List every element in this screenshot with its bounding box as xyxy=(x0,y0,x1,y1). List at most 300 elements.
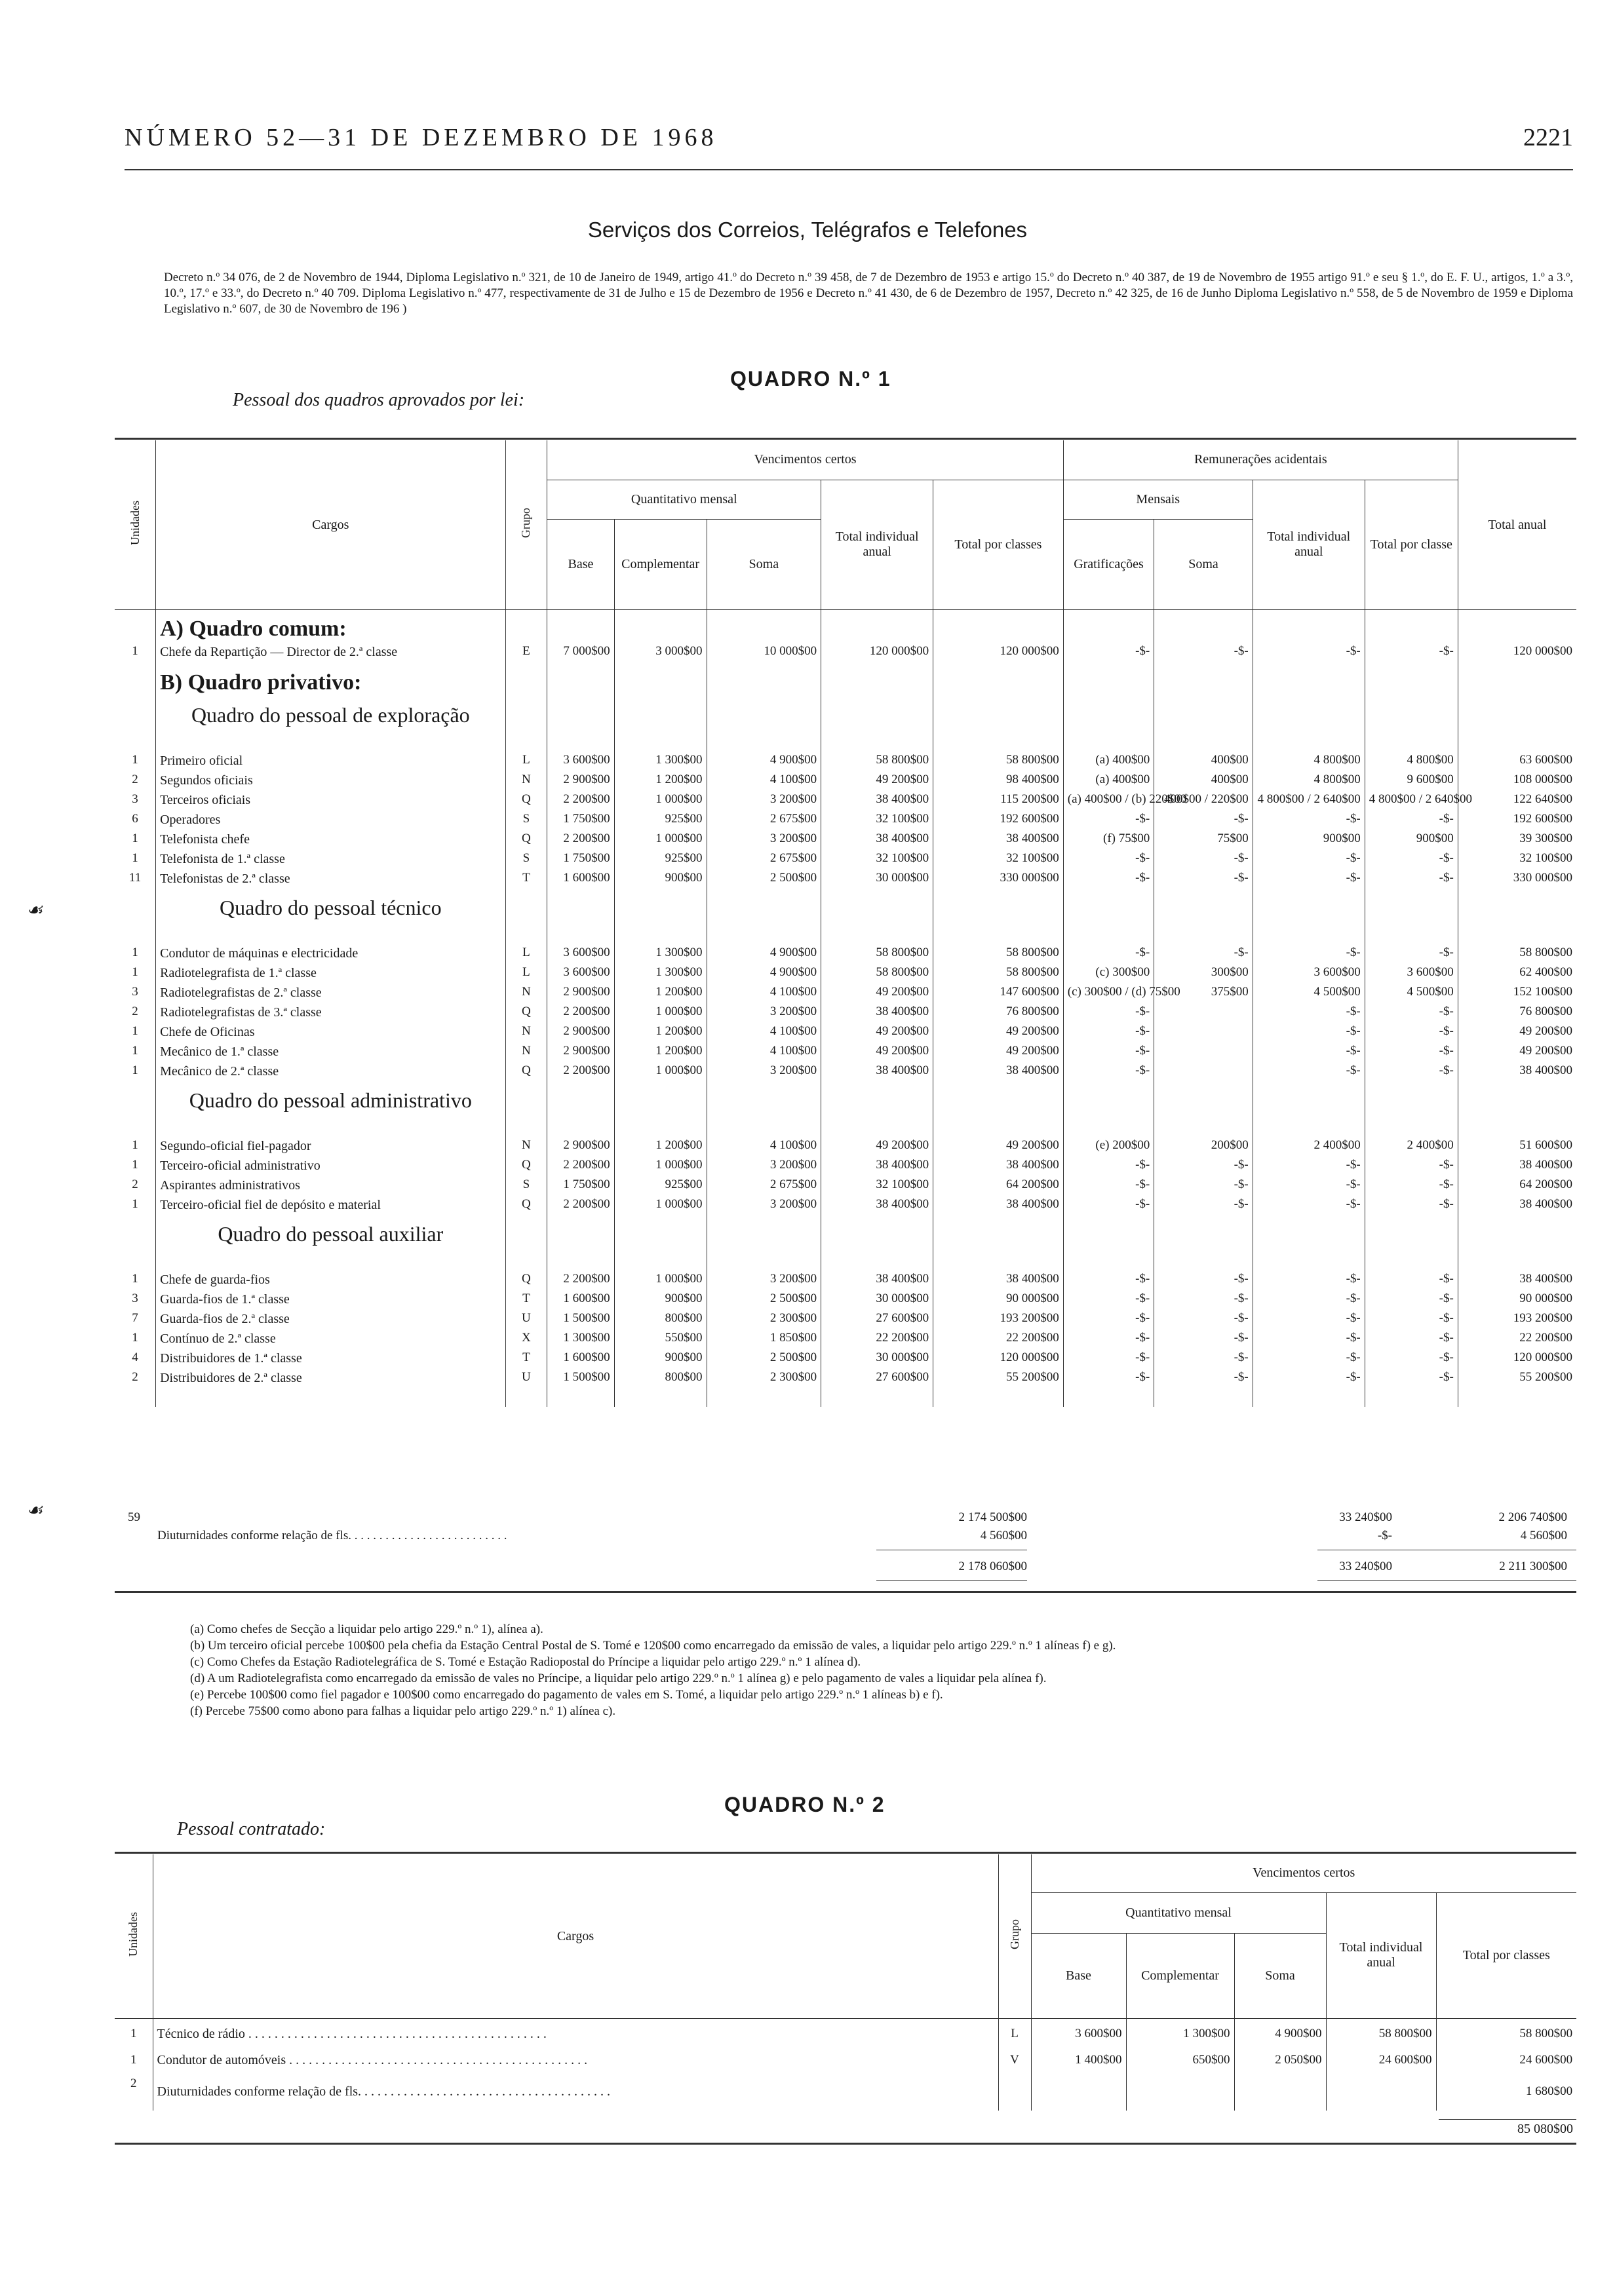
unit-count: 2 xyxy=(132,1004,138,1018)
empty-cell xyxy=(505,610,547,644)
grupo-letter: L xyxy=(505,965,547,985)
unit-count: 2 xyxy=(132,772,138,786)
empty-cell xyxy=(1154,664,1253,698)
cargo-name: Guarda-fios de 2.ª classe xyxy=(156,1311,505,1331)
value-soma: 3 200$00 xyxy=(707,1197,821,1217)
value-tanual: 55 200$00 xyxy=(1458,1370,1576,1390)
col-cargos: Cargos xyxy=(156,440,505,610)
value-tcl: 32 100$00 xyxy=(933,851,1064,871)
empty-cell xyxy=(1253,1390,1365,1407)
value-comp: 800$00 xyxy=(614,1370,707,1390)
grupo-letter: N xyxy=(505,1044,547,1063)
value-tanual: 51 600$00 xyxy=(1458,1138,1576,1158)
empty-cell xyxy=(1458,698,1576,753)
table-row xyxy=(115,1272,1576,1292)
empty-cell xyxy=(821,610,933,644)
footnote: (a) Como chefes de Secção a liquidar pelo artigo 229.º n.º 1), alínea a). xyxy=(190,1622,543,1636)
q2-vencimentos-header: Vencimentos certos xyxy=(1031,1854,1576,1892)
empty-cell xyxy=(707,610,821,644)
value-tcl: 38 400$00 xyxy=(933,832,1064,851)
value-grat: (e) 200$00 xyxy=(1063,1138,1154,1158)
empty-cell xyxy=(547,610,614,644)
value-comp: 1 200$00 xyxy=(614,773,707,792)
footnotes xyxy=(190,1621,1566,1719)
empty-cell xyxy=(1253,610,1365,644)
grupo-letter: T xyxy=(505,871,547,890)
unit-count: 1 xyxy=(132,1196,138,1211)
value-soma2 xyxy=(1154,1024,1253,1044)
table-row xyxy=(115,1138,1576,1158)
total-rule-anual xyxy=(1317,1580,1576,1581)
value-tind: 38 400$00 xyxy=(821,1197,933,1217)
value-soma2: -$- xyxy=(1154,1177,1253,1197)
value-tind: 38 400$00 xyxy=(821,792,933,812)
table-row xyxy=(115,985,1576,1004)
empty-cell xyxy=(821,698,933,753)
subsection-heading-row xyxy=(115,1217,1576,1272)
value-tind: 27 600$00 xyxy=(821,1311,933,1331)
value-soma: 2 300$00 xyxy=(707,1370,821,1390)
empty-cell xyxy=(505,890,547,946)
empty-cell xyxy=(614,1217,707,1272)
empty-cell xyxy=(1253,1217,1365,1272)
value-soma2: 375$00 xyxy=(1154,985,1253,1004)
table-row xyxy=(115,1024,1576,1044)
value-tind2: 4 800$00 / 2 640$00 xyxy=(1253,792,1365,812)
unit-count: 1 xyxy=(132,1043,138,1058)
value-soma2: -$- xyxy=(1154,644,1253,664)
table-row xyxy=(115,753,1576,773)
remuneracoes-header: Remunerações acidentais xyxy=(1063,440,1458,480)
empty-cell xyxy=(1458,610,1576,644)
grupo-letter: L xyxy=(998,2019,1031,2045)
header-rule xyxy=(125,169,1573,170)
value-tcl: 49 200$00 xyxy=(933,1138,1064,1158)
value-soma: 4 100$00 xyxy=(707,773,821,792)
q2-col-complementar: Complementar xyxy=(1126,1934,1234,2019)
unit-count: 1 xyxy=(130,2027,137,2040)
empty-cell xyxy=(614,610,707,644)
empty-cell xyxy=(547,1390,614,1407)
value-base: 2 200$00 xyxy=(547,1197,614,1217)
value-tcl2: -$- xyxy=(1365,1158,1458,1177)
value-soma: 2 050$00 xyxy=(1234,2045,1326,2071)
grupo-letter: S xyxy=(505,851,547,871)
value-comp: 925$00 xyxy=(614,1177,707,1197)
empty-cell xyxy=(1365,1390,1458,1407)
cargo-name: Distribuidores de 1.ª classe xyxy=(156,1350,505,1370)
value-tind: 38 400$00 xyxy=(821,1272,933,1292)
value-tind2: -$- xyxy=(1253,1044,1365,1063)
empty-cell xyxy=(1365,610,1458,644)
grupo-letter: V xyxy=(998,2045,1031,2071)
empty-cell xyxy=(933,698,1064,753)
value-comp: 925$00 xyxy=(614,851,707,871)
value-soma2: 400$00 xyxy=(1154,753,1253,773)
table-row xyxy=(115,1177,1576,1197)
empty-cell xyxy=(614,664,707,698)
table-row xyxy=(115,832,1576,851)
empty-cell xyxy=(707,890,821,946)
col-complementar: Complementar xyxy=(614,520,707,610)
value-tind: 32 100$00 xyxy=(821,812,933,832)
value-tcl: 115 200$00 xyxy=(933,792,1064,812)
value-soma2: 300$00 xyxy=(1154,965,1253,985)
value-tcl: 38 400$00 xyxy=(933,1158,1064,1177)
value-tind2: -$- xyxy=(1253,644,1365,664)
col-grupo: Grupo xyxy=(505,440,547,610)
value-tind: 49 200$00 xyxy=(821,1024,933,1044)
value-tanual: 39 300$00 xyxy=(1458,832,1576,851)
unit-count: 1 xyxy=(132,851,138,865)
value-tind2: -$- xyxy=(1253,1350,1365,1370)
diuturnidades-text: Diuturnidades conforme relação de fls. xyxy=(157,2084,362,2099)
empty-cell xyxy=(505,664,547,698)
empty-cell xyxy=(821,1083,933,1138)
value-base: 2 900$00 xyxy=(547,985,614,1004)
empty-cell xyxy=(933,1217,1064,1272)
value-tcl: 38 400$00 xyxy=(933,1272,1064,1292)
unit-count: 2 xyxy=(132,1369,138,1384)
unit-cell xyxy=(115,698,156,753)
unit-count: 1 xyxy=(132,643,138,658)
cargo-name: Segundo-oficial fiel-pagador xyxy=(156,1138,505,1158)
value-comp: 1 300$00 xyxy=(614,965,707,985)
value-grat: -$- xyxy=(1063,1272,1154,1292)
value-grat: -$- xyxy=(1063,1370,1154,1390)
table-row xyxy=(115,644,1576,664)
cargo-name: Aspirantes administrativos xyxy=(156,1177,505,1197)
empty-cell xyxy=(115,1390,156,1407)
footnote: (c) Como Chefes da Estação Radiotelegráfica de S. Tomé e Estação Radiopostal do Príncipe a liquidar pelo artigo 229.º n.º 1 alínea d). xyxy=(190,1655,861,1669)
empty-cell xyxy=(505,1390,547,1407)
empty-cell xyxy=(1031,2071,1126,2111)
value-tind: 58 800$00 xyxy=(821,753,933,773)
value-grat: -$- xyxy=(1063,851,1154,871)
value-tanual: 32 100$00 xyxy=(1458,851,1576,871)
quadro-2-bottom-rule xyxy=(115,2143,1576,2145)
value-tanual: 38 400$00 xyxy=(1458,1158,1576,1177)
unit-count: 1 xyxy=(132,752,138,767)
value-soma: 1 850$00 xyxy=(707,1331,821,1350)
value-tcl: 90 000$00 xyxy=(933,1292,1064,1311)
value-soma2: -$- xyxy=(1154,1292,1253,1311)
value-comp: 1 300$00 xyxy=(614,753,707,773)
value-tind: 58 800$00 xyxy=(1326,2019,1436,2045)
table-row xyxy=(115,946,1576,965)
cargo-name: Guarda-fios de 1.ª classe xyxy=(156,1292,505,1311)
value-tind2: 900$00 xyxy=(1253,832,1365,851)
value-tind2: 4 800$00 xyxy=(1253,773,1365,792)
value-comp: 1 200$00 xyxy=(614,1044,707,1063)
value-soma: 3 200$00 xyxy=(707,1004,821,1024)
value-tanual: 62 400$00 xyxy=(1458,965,1576,985)
value-comp: 800$00 xyxy=(614,1311,707,1331)
value-base: 2 200$00 xyxy=(547,1063,614,1083)
empty-cell xyxy=(1234,2071,1326,2111)
value-tcl: 38 400$00 xyxy=(933,1197,1064,1217)
value-tcl: 58 800$00 xyxy=(1436,2019,1576,2045)
unit-cell xyxy=(115,664,156,698)
value-tind: 24 600$00 xyxy=(1326,2045,1436,2071)
value-base: 3 600$00 xyxy=(547,753,614,773)
value-tcl2: -$- xyxy=(1365,1177,1458,1197)
value-tanual: 120 000$00 xyxy=(1458,644,1576,664)
value-grat: -$- xyxy=(1063,644,1154,664)
table-row xyxy=(115,1044,1576,1063)
table-row xyxy=(115,1350,1576,1370)
value-tcl: 49 200$00 xyxy=(933,1044,1064,1063)
quadro-2-subtitle: Pessoal contratado: xyxy=(177,1819,326,1839)
empty-cell xyxy=(614,890,707,946)
value-tind: 32 100$00 xyxy=(821,851,933,871)
empty-cell xyxy=(1326,2071,1436,2111)
value-grat: (f) 75$00 xyxy=(1063,832,1154,851)
value-soma2: -$- xyxy=(1154,871,1253,890)
value-tcl2: -$- xyxy=(1365,1350,1458,1370)
margin-stamp: ☙ xyxy=(26,900,43,921)
col-unidades: Unidades xyxy=(115,440,156,610)
col-soma-2: Soma xyxy=(1154,520,1253,610)
value-soma: 2 675$00 xyxy=(707,1177,821,1197)
value-base: 1 750$00 xyxy=(547,851,614,871)
value-tind: 49 200$00 xyxy=(821,773,933,792)
q2-col-total-individual: Total individual anual xyxy=(1326,1892,1436,2019)
q2-col-soma: Soma xyxy=(1234,1934,1326,2019)
value-tind2: -$- xyxy=(1253,1063,1365,1083)
empty-cell xyxy=(614,1390,707,1407)
unit-count: 3 xyxy=(132,1291,138,1305)
unit-count: 1 xyxy=(132,1024,138,1038)
footnote: (e) Percebe 100$00 como fiel pagador e 100$00 como encarregado do pagamento de vales em S. Tomé, a liquidar pelo artigo 229.º n.º 1 alíneas b) e f). xyxy=(190,1688,943,1702)
value-tind: 32 100$00 xyxy=(821,1177,933,1197)
quadro-2-title: QUADRO N.º 2 xyxy=(724,1793,885,1816)
col-total-individual-2: Total individual anual xyxy=(1253,480,1365,610)
empty-cell xyxy=(933,890,1064,946)
empty-cell xyxy=(156,1390,505,1407)
value-tind2: -$- xyxy=(1253,1272,1365,1292)
value-grat: -$- xyxy=(1063,1044,1154,1063)
margin-stamp: ☙ xyxy=(26,1501,43,1521)
value-tanual: 192 600$00 xyxy=(1458,812,1576,832)
subsection-heading-row xyxy=(115,1083,1576,1138)
value-soma2: -$- xyxy=(1154,1197,1253,1217)
value-tcl: 38 400$00 xyxy=(933,1063,1064,1083)
cargo-name: Operadores xyxy=(156,812,505,832)
value-tcl: 330 000$00 xyxy=(933,871,1064,890)
value-tcl2: -$- xyxy=(1365,1292,1458,1311)
value-tcl2: 2 400$00 xyxy=(1365,1138,1458,1158)
value-tcl: 120 000$00 xyxy=(933,644,1064,664)
unit-cell xyxy=(115,610,156,644)
value-tind2: 2 400$00 xyxy=(1253,1138,1365,1158)
section-heading-row xyxy=(115,610,1576,644)
q2-quantitativo-header: Quantitativo mensal xyxy=(1031,1892,1326,1934)
journal-issue-title: NÚMERO 52—31 DE DEZEMBRO DE 1968 xyxy=(125,124,718,151)
value-tind2: -$- xyxy=(1253,871,1365,890)
empty-cell xyxy=(1365,698,1458,753)
value-tind: 30 000$00 xyxy=(821,1350,933,1370)
value-comp: 550$00 xyxy=(614,1331,707,1350)
value-comp: 1 000$00 xyxy=(614,832,707,851)
footnote: (d) A um Radiotelegrafista como encarregado da emissão de vales no Príncipe, a liquidar pelo artigo 229.º n.º 1 alínea g) e pelo pagamento de vales a liquidar pela alínea f). xyxy=(190,1672,1047,1685)
value-grat: -$- xyxy=(1063,946,1154,965)
quadro-1-title: QUADRO N.º 1 xyxy=(730,367,891,391)
q2-col-base: Base xyxy=(1031,1934,1126,2019)
value-grat: (c) 300$00 / (d) 75$00 xyxy=(1063,985,1154,1004)
table-row xyxy=(115,1370,1576,1390)
value-tcl: 192 600$00 xyxy=(933,812,1064,832)
q2-col-unidades: Unidades xyxy=(115,1854,153,2019)
empty-cell xyxy=(821,890,933,946)
grupo-letter: Q xyxy=(505,1158,547,1177)
value-base: 1 750$00 xyxy=(547,812,614,832)
empty-cell xyxy=(1063,664,1154,698)
value-comp: 1 300$00 xyxy=(1126,2019,1234,2045)
value-tind: 38 400$00 xyxy=(821,832,933,851)
table-row xyxy=(115,792,1576,812)
value-tind2: 4 800$00 xyxy=(1253,753,1365,773)
unit-total: 2 xyxy=(130,2076,137,2090)
value-comp: 900$00 xyxy=(614,871,707,890)
col-total-individual: Total individual anual xyxy=(821,480,933,610)
empty-cell xyxy=(1154,890,1253,946)
grupo-letter: E xyxy=(505,644,547,664)
value-tanual: 90 000$00 xyxy=(1458,1292,1576,1311)
section-heading: A) Quadro comum: xyxy=(156,610,505,644)
value-base: 2 900$00 xyxy=(547,1138,614,1158)
empty-cell xyxy=(1458,1083,1576,1138)
value-tind: 38 400$00 xyxy=(821,1004,933,1024)
value-soma2: 200$00 xyxy=(1154,1138,1253,1158)
empty-cell xyxy=(547,1217,614,1272)
value-tanual: 108 000$00 xyxy=(1458,773,1576,792)
cargo-name: Terceiros oficiais xyxy=(156,792,505,812)
value-soma: 3 200$00 xyxy=(707,832,821,851)
value-grat: -$- xyxy=(1063,1177,1154,1197)
value-base: 3 600$00 xyxy=(547,946,614,965)
table-row xyxy=(115,1158,1576,1177)
grupo-letter: T xyxy=(505,1350,547,1370)
value-tcl2: -$- xyxy=(1365,851,1458,871)
empty-cell xyxy=(1458,1390,1576,1407)
value-grat: -$- xyxy=(1063,1024,1154,1044)
unit-count: 1 xyxy=(132,1157,138,1172)
value-grat: -$- xyxy=(1063,1197,1154,1217)
value-comp: 1 200$00 xyxy=(614,1024,707,1044)
value-tcl2: -$- xyxy=(1365,1311,1458,1331)
value-base: 2 200$00 xyxy=(547,1272,614,1292)
main-title: Serviços dos Correios, Telégrafos e Telefones xyxy=(587,218,1028,242)
value-tind: 38 400$00 xyxy=(821,1158,933,1177)
cargo-name: Chefe de guarda-fios xyxy=(156,1272,505,1292)
unit-count: 3 xyxy=(132,984,138,999)
value-tcl: 98 400$00 xyxy=(933,773,1064,792)
diuturnidades-row xyxy=(115,2071,1576,2111)
value-tanual: 330 000$00 xyxy=(1458,871,1576,890)
empty-cell xyxy=(1365,890,1458,946)
value-tind2: -$- xyxy=(1253,1292,1365,1311)
value-tind2: -$- xyxy=(1253,1158,1365,1177)
value-comp: 900$00 xyxy=(614,1350,707,1370)
value-tcl2: 900$00 xyxy=(1365,832,1458,851)
q2-col-cargos: Cargos xyxy=(153,1854,998,2019)
subsection-heading: Quadro do pessoal auxiliar xyxy=(156,1217,505,1272)
empty-cell xyxy=(1365,1083,1458,1138)
value-tcl: 49 200$00 xyxy=(933,1024,1064,1044)
value-tind2: -$- xyxy=(1253,812,1365,832)
value-soma: 3 200$00 xyxy=(707,1272,821,1292)
value-base: 2 200$00 xyxy=(547,792,614,812)
value-tind2: -$- xyxy=(1253,1311,1365,1331)
empty-cell xyxy=(998,2071,1031,2111)
value-tind2: -$- xyxy=(1253,851,1365,871)
grupo-letter: N xyxy=(505,1138,547,1158)
value-tanual: 193 200$00 xyxy=(1458,1311,1576,1331)
empty-cell xyxy=(505,1083,547,1138)
value-grat: -$- xyxy=(1063,1158,1154,1177)
value-tcl2: -$- xyxy=(1365,1331,1458,1350)
value-tcl2: 9 600$00 xyxy=(1365,773,1458,792)
value-tcl: 58 800$00 xyxy=(933,965,1064,985)
value-tind: 58 800$00 xyxy=(821,965,933,985)
value-base: 1 750$00 xyxy=(547,1177,614,1197)
unit-count: 7 xyxy=(132,1311,138,1325)
empty-cell xyxy=(1154,1390,1253,1407)
cargo-name: Contínuo de 2.ª classe xyxy=(156,1331,505,1350)
unit-count: 1 xyxy=(132,1138,138,1152)
section-heading: B) Quadro privativo: xyxy=(156,664,505,698)
value-base: 1 400$00 xyxy=(1031,2045,1126,2071)
empty-cell xyxy=(1126,2071,1234,2111)
grupo-letter: Q xyxy=(505,792,547,812)
subsection-heading: Quadro do pessoal administrativo xyxy=(156,1083,505,1138)
quantitativo-mensal-header: Quantitativo mensal xyxy=(547,480,821,520)
value-tind: 58 800$00 xyxy=(821,946,933,965)
value-tind2: 4 500$00 xyxy=(1253,985,1365,1004)
col-total-classes: Total por classes xyxy=(933,480,1064,610)
col-gratificacoes: Gratificações xyxy=(1063,520,1154,610)
value-soma: 2 500$00 xyxy=(707,1292,821,1311)
subsection-heading: Quadro do pessoal de exploração xyxy=(156,698,505,753)
value-base: 3 600$00 xyxy=(547,965,614,985)
value-tcl: 120 000$00 xyxy=(933,1350,1064,1370)
value-tcl2: -$- xyxy=(1365,1063,1458,1083)
value-tanual: 63 600$00 xyxy=(1458,753,1576,773)
diuturnidades-value: 1 680$00 xyxy=(1436,2071,1576,2111)
value-soma2: -$- xyxy=(1154,1272,1253,1292)
value-base: 1 600$00 xyxy=(547,1292,614,1311)
value-tcl2: -$- xyxy=(1365,1197,1458,1217)
empty-cell xyxy=(1063,1083,1154,1138)
empty-cell xyxy=(1154,1083,1253,1138)
table-row xyxy=(115,1197,1576,1217)
empty-cell xyxy=(547,698,614,753)
value-base: 1 500$00 xyxy=(547,1370,614,1390)
empty-cell xyxy=(1154,610,1253,644)
value-tanual: 22 200$00 xyxy=(1458,1331,1576,1350)
value-tcl: 58 800$00 xyxy=(933,753,1064,773)
value-soma: 4 900$00 xyxy=(707,946,821,965)
cargo-name: Primeiro oficial xyxy=(156,753,505,773)
value-tcl2: -$- xyxy=(1365,1004,1458,1024)
value-soma: 4 900$00 xyxy=(707,965,821,985)
col-base: Base xyxy=(547,520,614,610)
value-soma2: 75$00 xyxy=(1154,832,1253,851)
unit-cell xyxy=(115,1083,156,1138)
value-tcl2: -$- xyxy=(1365,1272,1458,1292)
value-soma2: 400$00 xyxy=(1154,773,1253,792)
